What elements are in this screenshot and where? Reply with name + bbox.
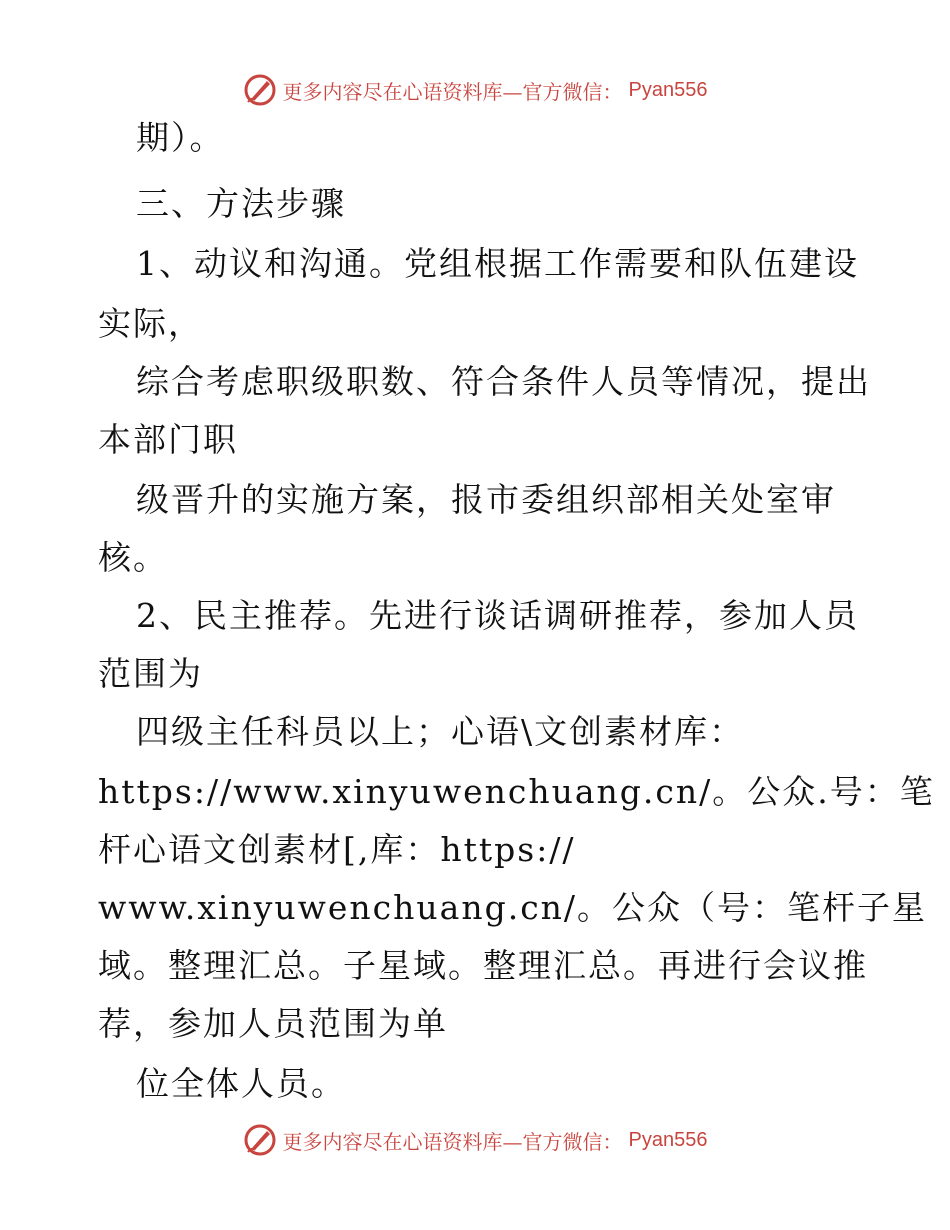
body-line: 荐，参加人员范围为单: [98, 1004, 448, 1043]
quill-pen-logo-icon: [243, 1123, 277, 1157]
quill-pen-logo-icon: [243, 73, 277, 107]
body-line: 核。: [98, 538, 168, 577]
body-line: https://www.xinyuwenchuang.cn/。公众.号：笔: [98, 772, 935, 811]
body-line: 级晋升的实施方案，报市委组织部相关处室审: [136, 480, 836, 519]
body-line: 范围为: [98, 654, 203, 693]
body-line: 实际，: [98, 304, 203, 343]
header-banner-text: 更多内容尽在心语资料库—官方微信：: [282, 79, 623, 104]
footer-banner-text: 更多内容尽在心语资料库—官方微信：: [282, 1129, 623, 1154]
body-line: 本部门职: [98, 420, 238, 459]
body-line: 期）。: [136, 118, 225, 157]
body-line: 杆心语文创素材[,库：https://: [98, 830, 576, 869]
header-banner: [0, 70, 950, 110]
header-wechat-handle: Pyan556: [628, 78, 708, 101]
body-line: 1、动议和沟通。党组根据工作需要和队伍建设: [136, 244, 859, 283]
body-line: 四级主任科员以上；心语\文创素材库：: [136, 712, 745, 751]
body-line: 位全体人员。: [136, 1064, 346, 1103]
body-line: www.xinyuwenchuang.cn/。公众（号：笔杆子星: [98, 888, 928, 927]
section-heading: 三、方法步骤: [136, 184, 346, 223]
footer-banner: [0, 1120, 950, 1160]
body-line: 2、民主推荐。先进行谈话调研推荐，参加人员: [136, 596, 859, 635]
footer-wechat-handle: Pyan556: [628, 1128, 708, 1151]
body-line: 域。整理汇总。子星域。整理汇总。再进行会议推: [98, 946, 868, 985]
body-line: 综合考虑职级职数、符合条件人员等情况，提出: [136, 362, 871, 401]
